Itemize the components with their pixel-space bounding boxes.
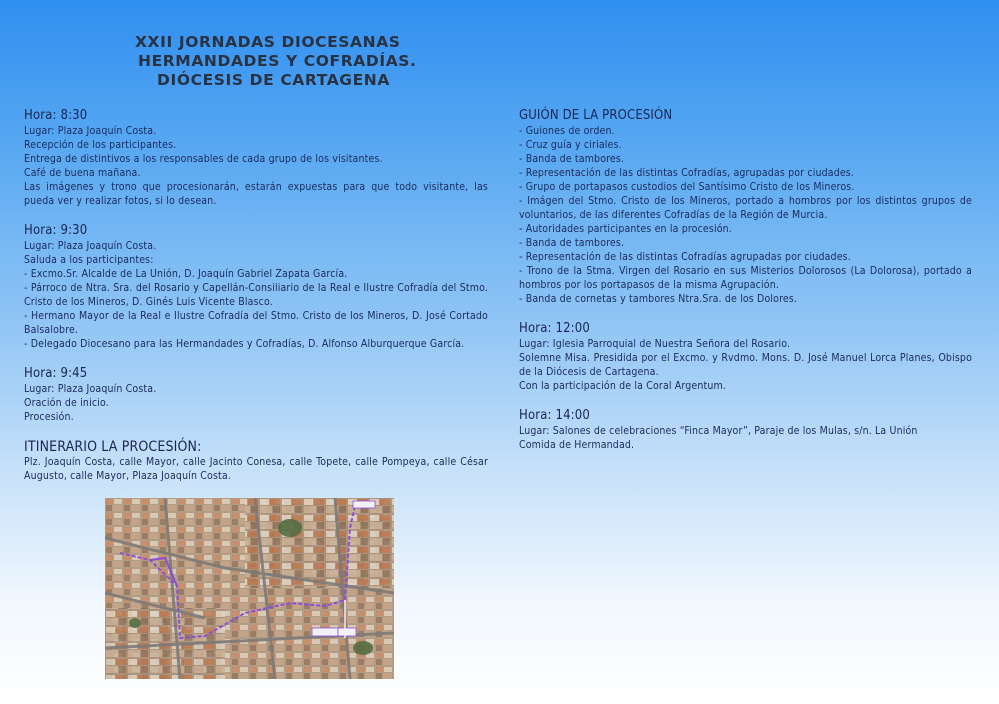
list-item: - Banda de cornetas y tambores Ntra.Sra. de los Dolores. [519,293,798,305]
text-line: - Hermano Mayor de la Real e Ilustre Cofradía del Stmo. Cristo de los Mineros, D. José Cortado Balsalobre. [24,310,488,336]
map-marker [312,628,338,636]
text-line: Entrega de distintivos a los responsables de cada grupo de los visitantes. [24,153,383,165]
list-item: - Representación de las distintas Cofradías, agrupadas por ciudades. [519,167,855,179]
section-heading-1400: Hora: 14:00 [519,408,590,423]
text-line: Con la participación de la Coral Argentum. [519,380,727,392]
text-line: Recepción de los participantes. [24,139,177,151]
list-item: - Cruz guía y ciriales. [519,139,622,151]
section-heading-0830: Hora: 8:30 [24,108,88,123]
text-line: Lugar: Plaza Joaquín Costa. [24,383,157,395]
text-line: Lugar: Iglesia Parroquial de Nuestra Señora del Rosario. [519,338,791,350]
list-item: - Guiones de orden. [519,125,615,137]
text-line: Lugar: Salones de celebraciones “Finca Mayor”, Paraje de los Mulas, s/n. La Unión [519,425,918,437]
text-line: Oración de inicio. [24,397,109,409]
text-line: Lugar: Plaza Joaquín Costa. [24,240,157,252]
aerial-map-image [105,498,394,679]
text-line: Solemne Misa. Presidida por el Excmo. y Rvdmo. Mons. D. José Manuel Lorca Planes, Obispo de la Diócesis de Cartagena. [519,352,972,378]
list-item: - Imágen del Stmo. Cristo de los Mineros, portado a hombros por los distintos grupos de voluntarios, de las diferentes Cofradías de la Región de Murcia. [519,195,972,221]
text-line: Saluda a los participantes: [24,254,154,266]
text-line: Café de buena mañana. [24,167,141,179]
list-item: - Grupo de portapasos custodios del Santísimo Cristo de los Mineros. [519,181,855,193]
list-item: - Trono de la Stma. Virgen del Rosario en sus Misterios Dolorosos (La Dolorosa), portado a hombros por los portapasos de la misma Agrupación. [519,265,972,291]
map-marker [353,501,375,508]
text-line: - Delegado Diocesano para las Hermandades y Cofradías, D. Alfonso Alburquerque García. [24,338,465,350]
section-heading-0945: Hora: 9:45 [24,366,88,381]
procession-route-map [105,498,394,679]
title-line-2: HERMANDADES Y COFRADÍAS. [138,52,417,70]
text-line: Procesión. [24,411,74,423]
title-line-3: DIÓCESIS DE CARTAGENA [157,71,390,89]
map-marker [338,628,356,636]
text-line: - Párroco de Ntra. Sra. del Rosario y Capellán-Consiliario de la Real e Ilustre Cofradía del Stmo. Cristo de los Mineros, D. Ginés Luis Vicente Blasco. [24,282,488,308]
list-item: - Banda de tambores. [519,237,625,249]
list-item: - Representación de las distintas Cofradías agrupadas por ciudades. [519,251,851,263]
text-line: Lugar: Plaza Joaquín Costa. [24,125,157,137]
title-line-1: XXII JORNADAS DIOCESANAS [135,33,401,51]
text-line: Las imágenes y trono que procesionarán, estarán expuestas para que todo visitante, las pueda ver y realizar fotos, si lo desean. [24,181,488,207]
left-column [24,108,488,483]
document-title [135,33,435,90]
text-line: - Excmo.Sr. Alcalde de La Unión, D. Joaquín Gabriel Zapata García. [24,268,348,280]
section-heading-1200: Hora: 12:00 [519,321,590,336]
list-item: - Autoridades participantes en la procesión. [519,223,732,235]
text-line: Comida de Hermandad. [519,439,635,451]
itinerary-text: Plz. Joaquín Costa, calle Mayor, calle Jacinto Conesa, calle Topete, calle Pompeya, calle César Augusto, calle Mayor, Plaza Joaquín Costa. [24,456,488,482]
right-column [519,108,972,452]
section-heading-itinerary: ITINERARIO LA PROCESIÓN: [24,439,202,455]
section-heading-0930: Hora: 9:30 [24,223,88,238]
section-heading-procession-order: GUIÓN DE LA PROCESIÓN [519,108,673,123]
list-item: - Banda de tambores. [519,153,625,165]
